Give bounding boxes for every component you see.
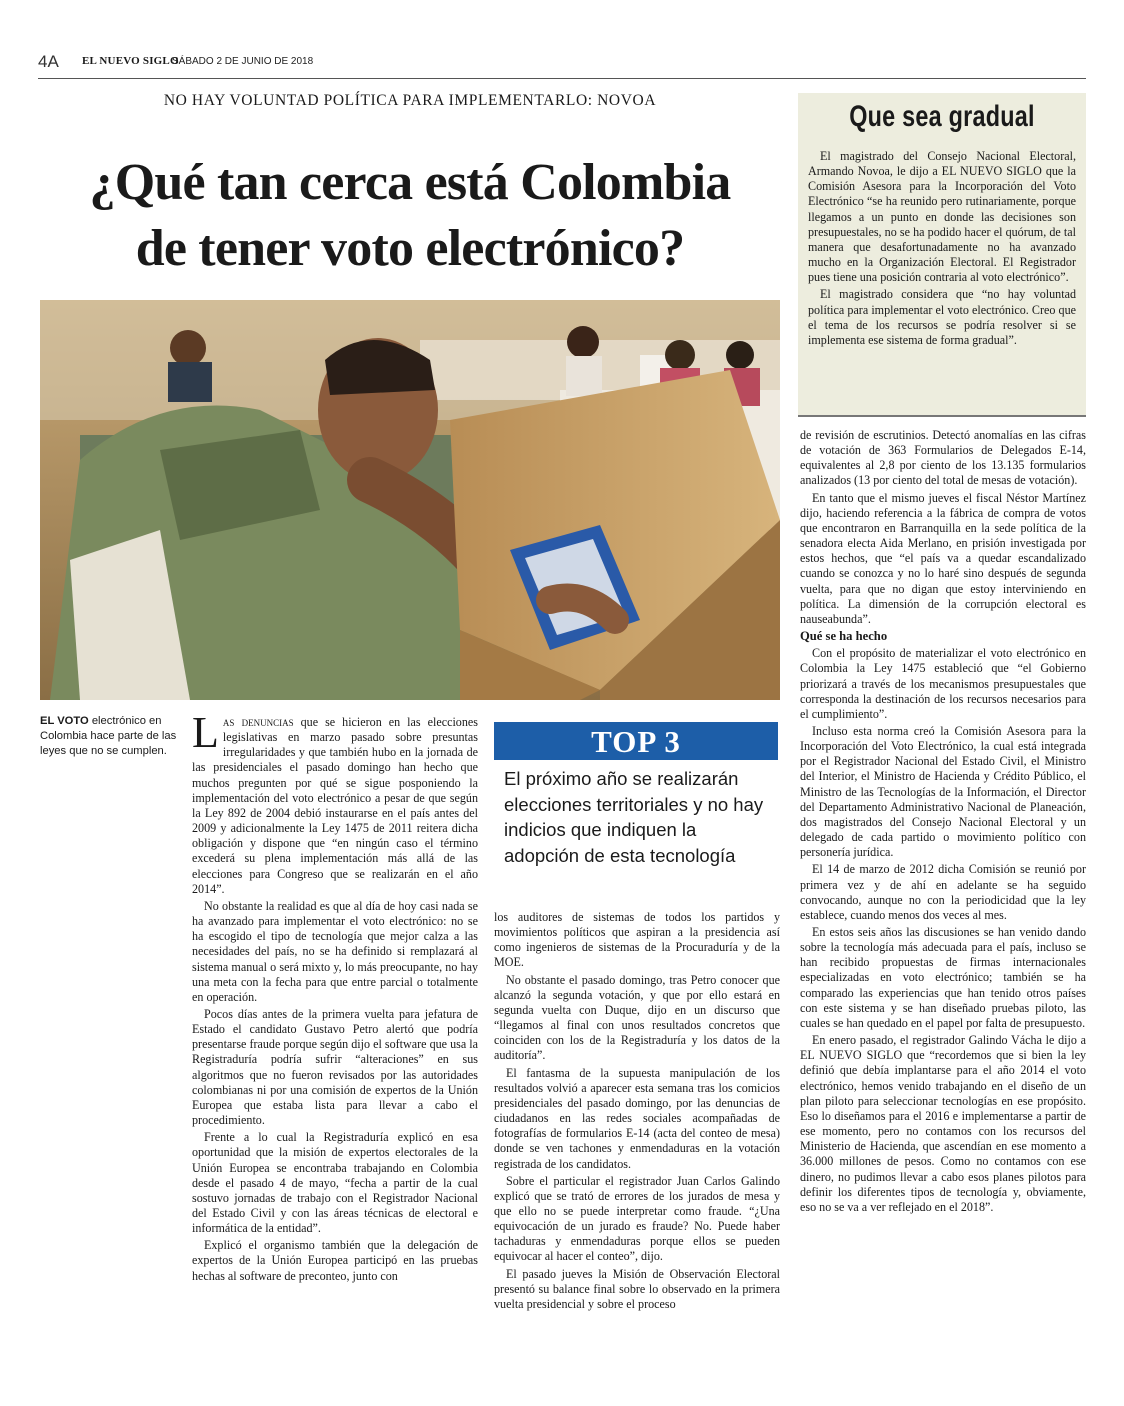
article-column-2 — [494, 910, 780, 1314]
paragraph: que se hicieron en las elecciones legislativas en marzo pasado sobre presuntas irregularidades y que también hubo en la jornada de las presidenciales el pasado domingo han hecho que muchos pregunten por qué se sigue posponiendo la implementación del voto electrónico a pesar de que según la Ley 892 de 2004 debió instaurarse en el país antes del 2009 y adicionalmente la Ley 1475 de 2011 reitera dicha obligación y dispone que “en ningún caso el término excederá su plena implementación más allá de las elecciones para Congreso que se realizarán en el año 2014”. — [192, 715, 478, 896]
paragraph: En tanto que el mismo jueves el fiscal Néstor Martínez dijo, haciendo referencia a la fábrica de compra de votos que encontraron en Barranquilla en la sede política de la senadora electa Aida Merlano, en prisión investigada por estos hechos, que “el país va a quedar escandalizado cuando se conozca y no lo haré sino después de segunda vuelta, para que no digan que estoy interviniendo en política. La dimensión de la corrupción electoral es nauseabunda”. — [800, 490, 1086, 626]
paragraph: Frente a lo cual la Registraduría explicó en esa oportunidad que la misión de expertos electorales de la Unión Europea se encontraba trabajando en Colombia desde el pasado 4 de mayo, “fecha a partir de la cual sostuvo jornadas de trabajo con el Registrador Nacional del Estado Civil y con las áreas técnicas de electoral e informática de la entidad”. — [192, 1130, 478, 1236]
paragraph: El fantasma de la supuesta manipulación de los resultados volvió a aparecer esta semana tras los comicios presidenciales del pasado domingo, por las denuncias de ciudadanos en las redes sociales acompañadas de fotografías de formularios E-14 (acta del conteo de mesa) donde se ven tachones y enmendaduras en la votación registrada de los candidatos. — [494, 1065, 780, 1171]
paragraph: El 14 de marzo de 2012 dicha Comisión se reunió por primera vez y de ahí en adelante se ha seguido convocando, aunque no con la periodicidad que la ley establece, cuando menos dos veces al mes. — [800, 862, 1086, 922]
voter-photo-illustration — [40, 300, 780, 700]
paragraph: Sobre el particular el registrador Juan Carlos Galindo explicó que se trató de errores de los jurados de mesa y que ello no se puede interpretar como fraude. “¿Una equivocación de un jurado es fraude? No. Puede haber tachaduras y enmendaduras porque ellos se pueden equivocar al hacer el conteo”, dijo. — [494, 1173, 780, 1264]
article-column-3 — [800, 428, 1086, 1217]
publication-date: SÁBADO 2 DE JUNIO DE 2018 — [172, 56, 314, 67]
sidebar-box — [798, 93, 1086, 417]
paragraph: En enero pasado, el registrador Galindo Vácha le dijo a EL NUEVO SIGLO que “recordemos que si bien la ley definió que debía implantarse para el año 2014 el voto electrónico, hemos venido trabajando en el diseño de un plan piloto para seleccionar tecnologías en ese propósito. Eso lo diseñamos para el 2016 e implementarse a partir de ese momento, pero no contamos con los recursos del Ministerio de Hacienda, que ascendían en ese momento a 36.000 millones de pesos. Como no contamos con ese dinero, no pudimos llevar a cabo esos planes pilotos para definir los diferentes tipos de tecnología y, obviamente, eso no se va a ver reflejado en el 2018”. — [800, 1033, 1086, 1214]
paragraph: Explicó el organismo también que la delegación de expertos de la Unión Europea participó en las pruebas hechas al software de preconteo, junto con — [192, 1238, 478, 1283]
caption-lead: EL VOTO — [40, 715, 89, 727]
article-kicker: NO HAY VOLUNTAD POLÍTICA PARA IMPLEMENTARLO: NOVOA — [163, 92, 657, 109]
lead-smallcaps: as denuncias — [222, 714, 294, 729]
paragraph: Con el propósito de materializar el voto electrónico en Colombia la Ley 1475 estableció que “el Gobierno priorizará a través de los mecanismos presupuestales que corresponda la destinación de los recursos necesarios para el cumplimiento”. — [800, 646, 1086, 721]
paragraph: de revisión de escrutinios. Detectó anomalías en las cifras de votación de 363 Formularios de Delegados E-14, equivalentes al 2,8 por ciento de los 13.135 formularios analizados (13 por ciento del total de mesas de votación). — [800, 428, 1086, 488]
sidebar-paragraph: El magistrado considera que “no hay voluntad política para implementar el voto electrónico. Creo que el tema de los recursos se podría resolver si se implementa ese sistema de forma gradual”. — [808, 287, 1076, 347]
publication-name: EL NUEVO SIGLO — [82, 55, 179, 67]
headline-line-1: ¿Qué tan cerca está Colombia — [89, 154, 731, 211]
paragraph: Pocos días antes de la primera vuelta para jefatura de Estado el candidato Gustavo Petro alertó que podría presentarse fraude porque según dijo el software que usa la Registraduría podría sufrir “alteraciones” en sus algoritmos que no fueron revisados por las autoridades colombianas ni por una comisión de expertos de la Unión Europea que estaba lista para llevar a cabo el procedimiento. — [192, 1006, 478, 1128]
paragraph: En estos seis años las discusiones se han venido dando sobre la tecnología más adecuada para el país, incluso se han recibido propuestas de firmas internacionales especializadas en voto electrónico; también se ha comparado las experiencias que han tenido otros países con este sistema y se han diseñado pruebas piloto, las cuales se han quedado en el papel por falta de presupuesto. — [800, 925, 1086, 1030]
paragraph: El pasado jueves la Misión de Observación Electoral presentó su balance final sobre lo observado en la primera vuelta presidencial y sobre el proceso — [494, 1266, 780, 1311]
photo-caption — [40, 714, 180, 760]
paragraph: No obstante el pasado domingo, tras Petro conocer que alcanzó la segunda votación, y que por ello estará en segunda vuelta con Duque, dijo en un discurso que “llegamos al final con unos resultados concretos que coinciden con los de la Registraduría y los datos de la auditoría”. — [494, 972, 780, 1063]
page-header — [38, 48, 1086, 79]
top3-text: El próximo año se realizarán elecciones territoriales y no hay indicios que indiquen la adopción de esta tecnología — [504, 768, 764, 866]
paragraph: Incluso esta norma creó la Comisión Asesora para la Incorporación del Voto Electrónico, la cual está integrada por el Registrador Nacional del Estado Civil, el Ministro del Interior, el Ministro de Hacienda y Crédito Público, el Ministro de las Tecnologías de la Información, el Director del Departamento Administrativo Nacional de Planeación, dos magistrados del Consejo Nacional Electoral y un delegado de cada partido o movimiento político con personería jurídica. — [800, 723, 1086, 860]
page-number: 4A — [38, 52, 59, 71]
article-column-1 — [192, 708, 478, 1286]
sidebar-body — [808, 149, 1076, 350]
lead-paragraph — [192, 708, 478, 897]
section-subhead: Qué se ha hecho — [800, 629, 888, 644]
sidebar-title: Que sea gradual — [849, 100, 1035, 133]
top3-label: TOP 3 — [494, 722, 778, 760]
sidebar-paragraph: El magistrado del Consejo Nacional Electoral, Armando Novoa, le dijo a EL NUEVO SIGLO que la Comisión Asesora para la Incorporación del Voto Electrónico “se ha reunido pero rutinariamente, porque llegamos a un punto en donde las decisiones son presupuestales, no se ha podido hacer el quórum, de tal manera que desafortunadamente no ha avanzado mucho en la Organización Electoral. El Registrador pues tiene una posición contraria al voto electrónico”. — [808, 149, 1076, 285]
article-photo — [40, 300, 780, 700]
article-headline — [40, 150, 780, 282]
drop-cap: L — [192, 708, 219, 757]
paragraph: los auditores de sistemas de todos los partidos y movimientos políticos que aspiran a la presidencia así como ingenieros de sistemas de la Procuraduría y de la MOE. — [494, 910, 780, 970]
headline-line-2: de tener voto electrónico? — [135, 220, 685, 277]
caption-text: electrónico en Colombia hace parte de las leyes que no se cumplen. — [40, 715, 177, 758]
paragraph: No obstante la realidad es que al día de hoy casi nada se ha avanzado para implementar el voto electrónico: no se ha escogido el tipo de tecnología que mejor calza a las necesidades del país, no se ha definido si remplazará al sistema manual o será mixto y, lo más preocupante, no hay una meta con la fecha para que entre parcial o totalmente en operación. — [192, 898, 478, 1004]
